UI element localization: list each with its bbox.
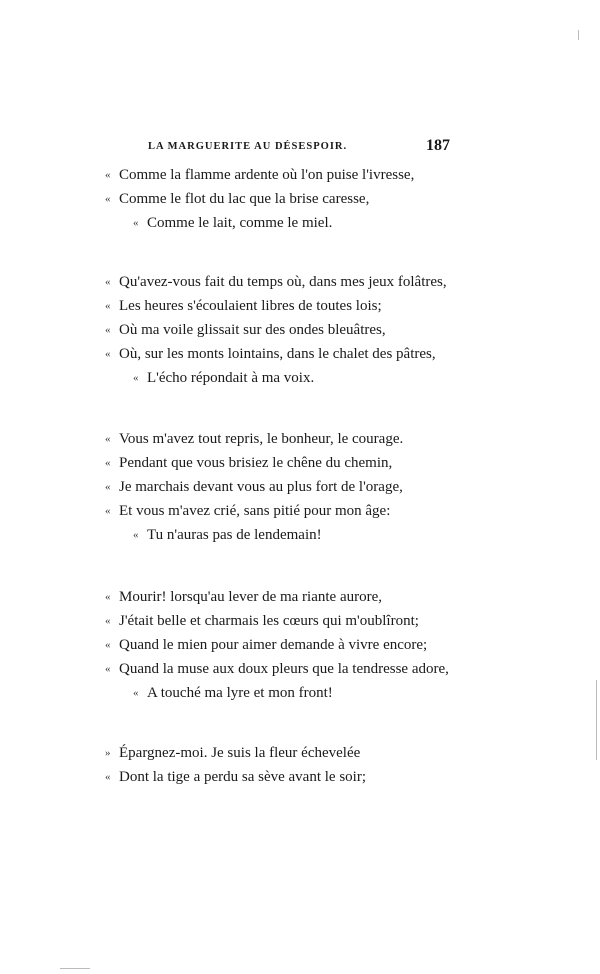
verse-text: Quand la muse aux doux pleurs que la tendresse adore, (119, 661, 449, 677)
guillemet: « (105, 276, 111, 288)
verse-text: Vous m'avez tout repris, le bonheur, le courage. (119, 431, 404, 447)
verse-text: Où, sur les monts lointains, dans le chalet des pâtres, (119, 346, 436, 362)
verse-line (133, 526, 322, 544)
verse-line (105, 273, 447, 291)
verse-text: Les heures s'écoulaient libres de toutes lois; (119, 298, 382, 314)
page-number: 187 (426, 137, 450, 154)
verse-line (105, 321, 386, 339)
guillemet: « (105, 771, 111, 783)
scan-mark (578, 30, 579, 40)
guillemet: « (105, 591, 111, 603)
guillemet: « (105, 639, 111, 651)
verse-text: Comme le flot du lac que la brise caresse, (119, 191, 370, 207)
verse-text: L'écho répondait à ma voix. (147, 370, 315, 386)
guillemet: « (105, 193, 111, 205)
verse-text: A touché ma lyre et mon front! (147, 685, 333, 701)
verse-text: Quand le mien pour aimer demande à vivre encore; (119, 637, 428, 653)
guillemet: « (105, 663, 111, 675)
verse-line (105, 478, 403, 496)
verse-text: Où ma voile glissait sur des ondes bleuâtres, (119, 322, 386, 338)
verse-text: Et vous m'avez crié, sans pitié pour mon âge: (119, 503, 391, 519)
guillemet: « (105, 457, 111, 469)
verse-line (133, 369, 314, 387)
guillemet: » (105, 747, 111, 759)
verse-text: Comme le lait, comme le miel. (147, 215, 333, 231)
verse-line (105, 345, 436, 363)
verse-text: Mourir! lorsqu'au lever de ma riante aurore, (119, 589, 383, 605)
verse-line (105, 588, 382, 606)
verse-text: Qu'avez-vous fait du temps où, dans mes jeux folâtres, (119, 274, 447, 290)
guillemet: « (105, 169, 111, 181)
running-header (148, 137, 448, 157)
verse-text: Je marchais devant vous au plus fort de l'orage, (119, 479, 403, 495)
scan-mark (596, 680, 597, 760)
verse-line (105, 636, 427, 654)
verse-line (105, 454, 392, 472)
guillemet: « (105, 324, 111, 336)
verse-line (105, 166, 414, 184)
guillemet: « (133, 217, 139, 229)
verse-text: J'était belle et charmais les cœurs qui m'oublîront; (119, 613, 419, 629)
guillemet: « (105, 481, 111, 493)
guillemet: « (105, 300, 111, 312)
verse-line (105, 190, 369, 208)
verse-line (105, 297, 382, 315)
verse-line (105, 430, 403, 448)
verse-line (105, 502, 390, 520)
verse-line (105, 768, 366, 786)
verse-line (133, 214, 332, 232)
verse-line (105, 660, 449, 678)
guillemet: « (105, 615, 111, 627)
verse-line (105, 744, 360, 762)
guillemet: « (133, 529, 139, 541)
guillemet: « (133, 372, 139, 384)
running-title: LA MARGUERITE AU DÉSESPOIR. (148, 141, 348, 152)
guillemet: « (105, 505, 111, 517)
verse-line (105, 612, 419, 630)
verse-text: Dont la tige a perdu sa sève avant le soir; (119, 769, 367, 785)
verse-text: Épargnez-moi. Je suis la fleur échevelée (119, 745, 361, 761)
guillemet: « (105, 433, 111, 445)
verse-text: Comme la flamme ardente où l'on puise l'ivresse, (119, 167, 415, 183)
verse-text: Tu n'auras pas de lendemain! (147, 527, 322, 543)
verse-text: Pendant que vous brisiez le chêne du chemin, (119, 455, 393, 471)
verse-line (133, 684, 333, 702)
guillemet: « (105, 348, 111, 360)
scan-mark (60, 968, 90, 969)
guillemet: « (133, 687, 139, 699)
